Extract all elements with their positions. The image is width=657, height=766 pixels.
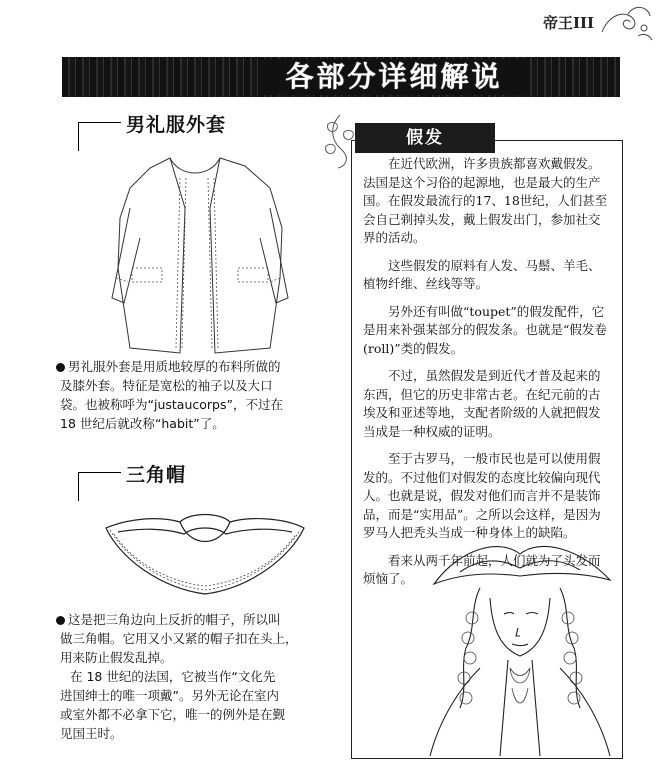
page-title: 各部分详细解说: [285, 60, 503, 93]
coat-caption-line: 18 世纪后就改称“habit”了。: [60, 416, 225, 431]
coat-caption-line: 及膝外套。特征是宽松的袖子以及大口: [60, 378, 273, 393]
title-banner: [62, 57, 620, 97]
coat-caption-line: 男礼服外套是用质地较厚的布料所做的: [68, 359, 281, 374]
hat-caption-line: 或室外都不必拿下它，唯一的例外是在觐: [60, 707, 286, 722]
ornament-flourish-icon: [598, 2, 654, 42]
leaf-ornament-icon: [320, 110, 360, 170]
panel-paragraph: 看来从两千年前起，人们就为了头发而烦恼了。: [363, 552, 601, 586]
coat-caption-line: 袋。也被称呼为“justaucorps”，不过在: [60, 397, 283, 412]
coat-heading-bracket: [78, 122, 121, 151]
panel-paragraph: 在近代欧洲，许多贵族都喜欢戴假发。法国是这个习俗的起源地，也是最大的生产国。在假发最流行的17、18世纪，人们甚至会自己剃掉头发，戴上假发出门，参加社交界的活动。: [363, 156, 608, 245]
coat-heading: 男礼服外套: [126, 114, 227, 136]
hat-heading: 三角帽: [126, 464, 187, 486]
hat-caption-line: 这是把三角边向上反折的帽子，所以叫: [68, 612, 281, 627]
panel-paragraph: 至于古罗马，一般市民也是可以使用假发的。不过他们对假发的态度比较偏向现代人。也就是说，假发对他们而言并不是装饰品，而是“实用品”。之所以会这样，是因为罗马人把秃头当成一种身体上的缺陷。: [363, 451, 601, 540]
panel-body: [363, 155, 609, 589]
hat-caption-line: 见国王时。: [60, 726, 123, 741]
bullet-icon: [56, 363, 65, 372]
wig-portrait-illustration: [420, 528, 620, 756]
hat-heading-bracket: [78, 472, 121, 501]
hat-caption-line: 在 18 世纪的法国，它被当作“文化先: [70, 669, 276, 684]
panel-title: 假发: [406, 128, 444, 148]
hat-caption-line: 做三角帽。它用又小又紧的帽子扣在头上，: [60, 631, 298, 646]
hat-caption-line: 进国绅士的唯一项戴”。另外无论在室内: [60, 688, 279, 703]
hat-caption-line: 用来防止假发乱掉。: [60, 650, 173, 665]
coat-illustration: [110, 148, 290, 358]
coat-caption: [56, 357, 322, 433]
hat-caption: [56, 610, 328, 743]
panel-paragraph: 另外还有叫做“toupet”的假发配件，它是用来补强某部分的假发条。也就是“假发卷(roll)”类的假发。: [363, 303, 607, 356]
tricorn-hat-illustration: [100, 498, 310, 610]
panel-paragraph: 这些假发的原料有人发、马鬃、羊毛、植物纤维、丝线等等。: [363, 257, 601, 291]
book-title-header: 帝王III: [543, 14, 595, 32]
panel-paragraph: 不过，虽然假发是到近代才普及起来的东西，但它的历史非常古老。在纪元前的古埃及和亚述等地，支配者阶级的人就把假发当成是一种权威的证明。: [363, 368, 601, 439]
bullet-icon: [56, 616, 65, 625]
